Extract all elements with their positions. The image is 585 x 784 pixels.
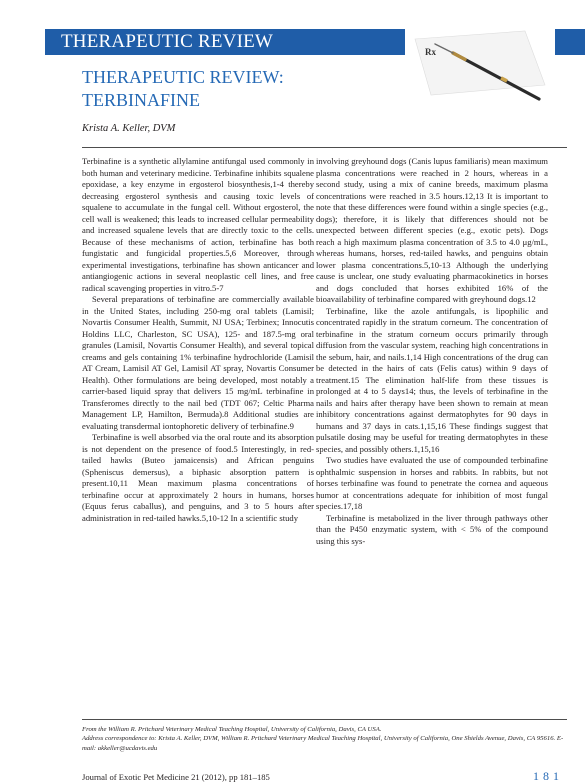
footnote-affiliation: From the William R. Pritchard Veterinary Medical Teaching Hospital, University of California, Davis, CA USA.: [82, 726, 382, 733]
paragraph: Terbinafine is a synthetic allylamine antifungal used commonly in both human and veterinary medicine. Terbinafine inhibits squalene epoxidase, a key enzyme in ergosterol biosynthesis,1-4 thereby decreasing ergosterol synthesis and causing toxic levels of squalene to accumulate in the fungal cell. Without ergosterol, the cell wall is weakened; this leads to increased cellular permeability and increased squalene levels that are directly toxic to the cells. Because of these mechanisms of action, terbinafine has both fungistatic and fungicidal properties.5,6 Moreover, through experimental investigations, terbinafine has shown anticancer and antiangiogenic actions in several neoplastic cell lines, and free radical scavenging properties in vitro.5-7: [82, 156, 314, 293]
paragraph: Several preparations of terbinafine are commercially available in the United States, including 250-mg oral tablets (Lamisil; Novartis Consumer Health, Summit, NJ USA; Terbinex; Innocutis Holdins LLC, Charleston, SC USA), 125- and 187.5-mg oral granules (Lamisil, Novartis Consumer Health), and several topical creams and gels containing 1% terbinafine hydrochloride (Lamisil AT Cream, Lamisil AT Gel, Lamisil AT spray, Novartis Consumer Health). Other formulations are being developed, most notably a carrier-based liquid spray that delivers 15 mg/mL terbinafine in Transferomes directly to the nail bed (TDT 067; Celtic Pharma Management LP, Hamilton, Bermuda).8 Additional studies are evaluating transdermal iontophoretic delivery of terbinafine.9: [82, 294, 314, 431]
paragraph: Two studies have evaluated the use of compounded terbinafine ophthalmic suspension in horses and rabbits. In rabbits, but not horses terbinafine was found to penetrate the cornea and aqueous humor at concentrations adequate for inhibition of most fungal species.17,18: [316, 455, 548, 511]
paragraph: Terbinafine is well absorbed via the oral route and its absorption is not dependent on the presence of food.5 Interestingly, in red-tailed hawks (Buteo jamaicensis) and African penguins (Spheniscus demersus), a biphasic absorption pattern is present.10,11 Mean maximum plasma concentrations of terbinafine occur at approximately 2 hours in humans, horses (Equus ferus caballus), and penguins, and 3 to 5 hours after administration in red-tailed hawks.5,10-12 In a scientific study: [82, 432, 314, 523]
affiliation-footnote: [82, 725, 567, 753]
body-column-left: [82, 156, 314, 710]
banner-label: THERAPEUTIC REVIEW: [61, 31, 274, 52]
pen-and-prescription-image: [405, 23, 555, 111]
title-line-2: TERBINAFINE: [82, 90, 200, 110]
divider-top: [82, 147, 567, 148]
title-line-1: THERAPEUTIC REVIEW:: [82, 67, 284, 87]
footnote-correspondence: Address correspondence to: Krista A. Keller, DVM, William R. Pritchard Veterinary Medical Teaching Hospital, University of California, One Shields Avenue, Davis, CA 95616. E-mail: akkeller@ucdavis.edu: [82, 735, 564, 752]
journal-citation: Journal of Exotic Pet Medicine 21 (2012), pp 181–185: [82, 772, 270, 782]
paragraph: Terbinafine is metabolized in the liver through pathways other than the P450 enzymatic system, with < 5% of the compound using this sys-: [316, 512, 548, 546]
page-number: 181: [533, 769, 563, 783]
article-title: [82, 66, 284, 112]
rx-mark: Rx: [425, 47, 436, 57]
paragraph: Terbinafine, like the azole antifungals, is lipophilic and concentrated rapidly in the stratum corneum. The concentration of terbinafine in the stratum corneum occurs primarily through diffusion from the vascular system, reaching high concentrations in the sebum, hair, and nails.1,14 High concentrations of the drug can be detected in the hairs of cats (Felis catus) within 9 days of treatment.15 The elimination half-life from these tissues is prolonged at 4 to 5 days14; thus, the levels of terbinafine in the nails and hairs after therapy have been shown to remain at mean inhibitory concentrations against dermatophytes for 90 days in humans and 37 days in cats.1,15,16 These findings suggest that pulsatile dosing may be useful for treating dermatophytes in these species, and possibly others.1,15,16: [316, 305, 548, 454]
divider-footnote: [82, 719, 567, 720]
paragraph: involving greyhound dogs (Canis lupus familiaris) mean maximum plasma concentrations were reached in 2 hours, whereas in a second study, using a mix of canine breeds, maximum plasma concentrations were reached in 3.5 hours.12,13 It is important to note that these differences were found within a single species (e.g., dogs); therefore, it is likely that differences should not be unexpected between different species (e.g., exotic pets). Dogs reach a high maximum plasma concentration of 3.5 to 4.0 μg/mL, whereas humans, horses, red-tailed hawks, and penguins obtain lower plasma concentrations.5,10-13 Although the underlying cause is unclear, one study evaluating pharmacokinetics in horses and dogs concluded that horses exhibited 16% of the bioavailability of terbinafine compared with greyhound dogs.12: [316, 156, 548, 304]
body-column-right: [316, 156, 548, 710]
author-line: Krista A. Keller, DVM: [82, 123, 176, 134]
